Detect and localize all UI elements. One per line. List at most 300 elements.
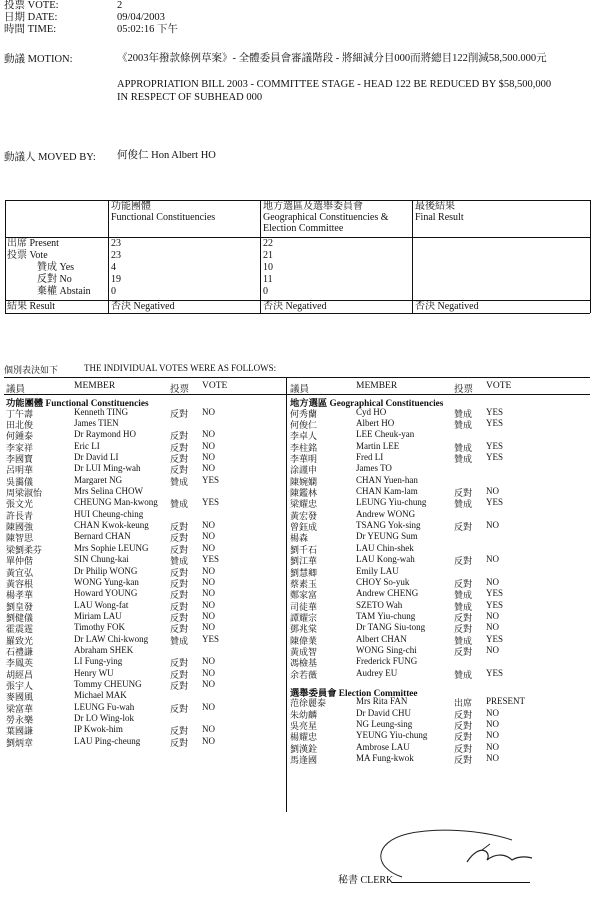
member-name-en: CHAN Kwok-keung — [74, 520, 149, 531]
member-name-cn: 陳國強 — [6, 522, 34, 533]
gc-column-header-cn: 地方選區及選舉委員會 — [263, 201, 363, 212]
member-row — [290, 708, 590, 719]
vote-cn-header-right: 投票 — [454, 385, 474, 395]
member-name-en: LEE Cheuk-yan — [356, 429, 415, 440]
member-vote-en: NO — [202, 452, 215, 463]
member-vote-cn: 贊成 — [170, 635, 189, 646]
final-result: 否決 Negatived — [415, 301, 479, 312]
member-row — [6, 452, 282, 463]
member-vote-en: NO — [202, 656, 215, 667]
member-vote-en: NO — [202, 599, 215, 610]
member-name-en: Cyd HO — [356, 406, 387, 417]
member-name-en: LEUNG Yiu-chung — [356, 497, 427, 508]
member-row — [290, 577, 590, 588]
member-vote-cn: 反對 — [170, 590, 189, 601]
member-name-en: Ambrose LAU — [356, 741, 410, 752]
member-name-cn: 麥國風 — [6, 692, 34, 703]
member-vote-en: NO — [202, 542, 215, 553]
vote-number-label: 投票 VOTE: — [4, 0, 59, 11]
member-row — [6, 486, 282, 497]
member-name-en: Mrs Rita FAN — [356, 696, 408, 707]
member-row — [290, 753, 590, 764]
member-vote-cn: 反對 — [170, 567, 189, 578]
member-vote-en: YES — [202, 474, 220, 485]
member-vote-en: YES — [486, 599, 504, 610]
member-name-en: Howard YOUNG — [74, 588, 138, 599]
member-name-en: Kenneth TING — [74, 406, 129, 417]
member-vote-en: NO — [202, 701, 215, 712]
fc-vote: 23 — [111, 250, 121, 261]
individual-votes-intro-cn: 個別表決如下 — [4, 365, 59, 375]
member-name-en: WONG Yung-kan — [74, 576, 139, 587]
final-column-header-cn: 最後結果 — [415, 201, 455, 212]
member-row — [6, 429, 282, 440]
member-row — [290, 742, 590, 753]
member-vote-cn: 反對 — [170, 703, 189, 714]
member-vote-en: NO — [202, 610, 215, 621]
motion-label: 動議 MOTION: — [4, 54, 73, 65]
member-vote-cn: 贊成 — [454, 590, 473, 601]
member-name-cn: 單仲偕 — [6, 556, 34, 567]
member-vote-cn: 贊成 — [170, 476, 189, 487]
member-row — [6, 407, 282, 418]
member-vote-cn: 反對 — [454, 556, 473, 567]
member-name-en: Dr Raymond HO — [74, 429, 136, 440]
member-row — [6, 736, 282, 747]
moved-by-label: 動議人 MOVED BY: — [4, 152, 96, 163]
member-name-cn: 李國寶 — [6, 454, 34, 465]
member-name-cn: 胡經昌 — [6, 669, 34, 680]
fc-result: 否決 Negatived — [111, 301, 175, 312]
member-name-cn: 梁劉柔芬 — [6, 544, 43, 555]
member-row — [6, 634, 282, 645]
member-row — [290, 441, 590, 452]
member-name-en: Frederick FUNG — [356, 656, 418, 667]
member-vote-cn: 贊成 — [454, 635, 473, 646]
member-name-cn: 馬逢國 — [290, 755, 318, 765]
member-name-cn: 李華明 — [290, 454, 318, 465]
member-name-cn: 涂謹申 — [290, 465, 318, 476]
member-vote-en: YES — [486, 418, 504, 429]
member-vote-en: NO — [202, 565, 215, 576]
member-name-en: Dr LUI Ming-wah — [74, 463, 141, 474]
member-vote-cn: 反對 — [170, 533, 189, 544]
member-name-en: Eric LI — [74, 440, 100, 451]
member-row — [6, 475, 282, 486]
member-row — [290, 656, 590, 667]
gc-vote: 21 — [263, 250, 273, 261]
member-row — [6, 588, 282, 599]
yes-label: 贊成 Yes — [37, 262, 75, 273]
member-row — [6, 463, 282, 474]
member-name-en: WONG Sing-chi — [356, 644, 417, 655]
member-name-en: James TIEN — [74, 418, 119, 429]
member-name-cn: 吳亮星 — [290, 720, 318, 731]
vote-label: 投票 Vote — [7, 250, 48, 261]
member-row — [290, 407, 590, 418]
member-name-cn: 陳智思 — [6, 533, 34, 544]
member-name-cn: 周梁淑怡 — [6, 488, 43, 499]
mover-name: 何俊仁 Hon Albert HO — [117, 150, 216, 161]
gc-section-title: 地方選區 Geographical Constituencies — [290, 399, 444, 410]
gc-column-header-en2: Election Committee — [263, 223, 344, 234]
member-vote-cn: 反對 — [454, 732, 473, 743]
member-name-en: CHAN Yuen-han — [356, 474, 418, 485]
column-header-row — [6, 381, 282, 395]
member-row — [290, 509, 590, 520]
fc-present: 23 — [111, 238, 121, 249]
member-name-en: HUI Cheung-ching — [74, 508, 144, 519]
member-vote-cn: 反對 — [454, 709, 473, 720]
member-name-en: James TO — [356, 463, 392, 474]
member-name-en: Dr David CHU — [356, 707, 411, 718]
member-name-en: Mrs Sophie LEUNG — [74, 542, 149, 553]
member-vote-en: NO — [202, 440, 215, 451]
member-name-cn: 司徒華 — [290, 601, 318, 612]
member-vote-en: NO — [202, 531, 215, 542]
fc-no: 19 — [111, 274, 121, 285]
member-name-cn: 范徐麗泰 — [290, 698, 327, 709]
member-cn-header-right: 議員 — [290, 385, 310, 395]
member-name-cn: 呂明華 — [6, 465, 34, 476]
member-row — [290, 588, 590, 599]
member-row — [6, 520, 282, 531]
member-vote-cn: 贊成 — [170, 499, 189, 510]
member-vote-cn: 反對 — [170, 522, 189, 533]
member-vote-cn: 反對 — [170, 578, 189, 589]
member-name-cn: 陳偉業 — [290, 635, 318, 646]
member-vote-en: NO — [486, 622, 499, 633]
date-value: 09/04/2003 — [117, 12, 165, 23]
member-name-en: CHOY So-yuk — [356, 576, 410, 587]
member-name-en: CHAN Kam-lam — [356, 486, 418, 497]
member-cn-header: 議員 — [6, 385, 26, 395]
fc-column-header-cn: 功能團體 — [111, 201, 151, 212]
member-vote-cn: 贊成 — [454, 499, 473, 510]
member-name-en: LAU Kong-wah — [356, 554, 415, 565]
member-en-header: MEMBER — [74, 381, 116, 391]
gc-result: 否決 Negatived — [263, 301, 327, 312]
member-vote-cn: 反對 — [454, 522, 473, 533]
gc-no: 11 — [263, 274, 273, 285]
member-vote-cn: 反對 — [170, 658, 189, 669]
member-row — [6, 531, 282, 542]
member-vote-cn: 出席 — [454, 698, 473, 709]
member-name-cn: 劉健儀 — [6, 612, 34, 623]
member-name-cn: 余若薇 — [290, 669, 318, 680]
ec-section-title: 選舉委員會 Election Committee — [290, 688, 418, 699]
member-name-en: Abraham SHEK — [74, 644, 134, 655]
member-row — [290, 429, 590, 440]
member-name-cn: 劉皇發 — [6, 601, 34, 612]
member-name-cn: 曾鈺成 — [290, 522, 318, 533]
member-name-cn: 許長青 — [6, 510, 34, 521]
member-name-cn: 何秀蘭 — [290, 408, 318, 419]
member-vote-en: NO — [202, 588, 215, 599]
member-row — [290, 611, 590, 622]
member-name-cn: 李柱銘 — [290, 442, 318, 453]
member-name-cn: 何俊仁 — [290, 420, 318, 431]
member-row — [290, 418, 590, 429]
member-row — [290, 531, 590, 542]
gc-yes: 10 — [263, 262, 273, 273]
member-vote-en: NO — [486, 610, 499, 621]
fc-abstain: 0 — [111, 286, 116, 297]
member-row — [6, 679, 282, 690]
member-vote-cn: 贊成 — [454, 442, 473, 453]
member-row — [290, 566, 590, 577]
member-vote-en: YES — [486, 497, 504, 508]
member-vote-en: YES — [486, 667, 504, 678]
member-vote-cn: 反對 — [454, 743, 473, 754]
member-vote-en: NO — [202, 735, 215, 746]
member-vote-cn: 反對 — [454, 720, 473, 731]
vote-en-header: VOTE — [202, 381, 228, 391]
member-vote-cn: 反對 — [170, 669, 189, 680]
member-name-en: Dr TANG Siu-tong — [356, 622, 426, 633]
member-name-en: TSANG Yok-sing — [356, 520, 421, 531]
member-vote-cn: 反對 — [170, 601, 189, 612]
member-row — [6, 702, 282, 713]
member-row — [6, 418, 282, 429]
member-name-en: Dr LO Wing-lok — [74, 712, 134, 723]
member-name-en: Andrew WONG — [356, 508, 416, 519]
date-label: 日期 DATE: — [4, 12, 58, 23]
member-name-cn: 黃容根 — [6, 578, 34, 589]
member-name-cn: 田北俊 — [6, 420, 34, 431]
member-name-en: Andrew CHENG — [356, 588, 419, 599]
member-row — [6, 577, 282, 588]
member-name-en: Martin LEE — [356, 440, 400, 451]
member-vote-en: YES — [202, 633, 220, 644]
member-name-cn: 梁富華 — [6, 703, 34, 714]
member-vote-cn: 反對 — [170, 680, 189, 691]
member-name-en: Dr LAW Chi-kwong — [74, 633, 149, 644]
member-vote-en: NO — [202, 406, 215, 417]
member-name-cn: 李卓人 — [290, 431, 318, 442]
member-vote-cn: 反對 — [454, 755, 473, 765]
member-name-en: Miriam LAU — [74, 610, 122, 621]
member-vote-cn: 贊成 — [454, 669, 473, 680]
member-name-cn: 何鍾泰 — [6, 431, 34, 442]
member-vote-cn: 反對 — [170, 408, 189, 419]
member-vote-en: NO — [486, 644, 499, 655]
member-name-cn: 張文光 — [6, 499, 34, 510]
gc-abstain: 0 — [263, 286, 268, 297]
member-vote-cn: 贊成 — [170, 556, 189, 567]
member-name-en: MA Fung-kwok — [356, 753, 414, 763]
time-value: 05:02:16 下午 — [117, 24, 178, 35]
member-name-en: LAU Chin-shek — [356, 542, 414, 553]
member-en-header-right: MEMBER — [356, 381, 398, 391]
member-row — [6, 611, 282, 622]
member-vote-en: NO — [486, 576, 499, 587]
member-vote-en: NO — [202, 576, 215, 587]
member-name-cn: 陳婉嫻 — [290, 476, 318, 487]
member-name-cn: 劉千石 — [290, 544, 318, 555]
member-vote-en: NO — [202, 678, 215, 689]
member-vote-cn: 反對 — [170, 465, 189, 476]
member-name-en: Tommy CHEUNG — [74, 678, 142, 689]
member-row — [6, 509, 282, 520]
fc-vote-list — [6, 381, 282, 747]
gc-column-header-en: Geographical Constituencies & — [263, 212, 389, 223]
member-row — [290, 463, 590, 474]
member-name-cn: 黃宜弘 — [6, 567, 34, 578]
clerk-signature — [362, 822, 542, 892]
member-name-cn: 楊耀忠 — [290, 732, 318, 743]
member-name-en: SIN Chung-kai — [74, 554, 129, 565]
member-name-cn: 石禮謙 — [6, 646, 34, 657]
member-row — [6, 554, 282, 565]
member-name-cn: 劉江華 — [290, 556, 318, 567]
member-vote-en: PRESENT — [486, 696, 526, 707]
member-vote-en: NO — [486, 753, 499, 763]
member-name-cn: 李鳳英 — [6, 658, 34, 669]
member-row — [6, 645, 282, 656]
member-name-en: Margaret NG — [74, 474, 123, 485]
member-vote-en: NO — [202, 724, 215, 735]
member-name-en: Albert HO — [356, 418, 395, 429]
clerk-label: 秘書 CLERK — [338, 875, 394, 886]
abstain-label: 棄權 Abstain — [37, 286, 91, 297]
result-label: 結果 Result — [7, 301, 56, 312]
member-name-cn: 朱幼麟 — [290, 709, 318, 720]
member-vote-en: NO — [202, 429, 215, 440]
member-name-en: YEUNG Yiu-chung — [356, 730, 428, 741]
individual-votes-intro-en: THE INDIVIDUAL VOTES WERE AS FOLLOWS: — [84, 363, 277, 373]
member-vote-en: NO — [202, 667, 215, 678]
member-row — [290, 719, 590, 730]
member-name-cn: 張宇人 — [6, 680, 34, 691]
member-name-en: Dr David LI — [74, 452, 119, 463]
member-row — [290, 452, 590, 463]
member-vote-en: NO — [486, 730, 499, 741]
member-vote-cn: 反對 — [170, 737, 189, 748]
member-row — [6, 668, 282, 679]
member-vote-en: YES — [486, 588, 504, 599]
member-row — [290, 486, 590, 497]
member-row — [6, 543, 282, 554]
member-vote-en: NO — [202, 463, 215, 474]
member-name-cn: 楊森 — [290, 533, 309, 544]
member-name-en: LAU Wong-fat — [74, 599, 129, 610]
member-vote-cn: 反對 — [170, 431, 189, 442]
member-row — [6, 497, 282, 508]
member-name-cn: 羅致光 — [6, 635, 34, 646]
member-row — [6, 566, 282, 577]
member-vote-cn: 反對 — [170, 726, 189, 737]
member-row — [6, 713, 282, 724]
member-row — [6, 600, 282, 611]
member-vote-en: NO — [202, 622, 215, 633]
member-vote-en: NO — [486, 741, 499, 752]
member-name-cn: 吳靄儀 — [6, 476, 34, 487]
member-name-cn: 鄧兆棠 — [290, 624, 318, 635]
member-name-en: Emily LAU — [356, 565, 399, 576]
member-name-en: NG Leung-sing — [356, 718, 413, 729]
member-name-cn: 葉國謙 — [6, 726, 34, 737]
member-vote-cn: 反對 — [170, 454, 189, 465]
member-vote-en: NO — [486, 554, 499, 565]
no-label: 反對 No — [37, 274, 72, 285]
member-name-en: Mrs Selina CHOW — [74, 486, 143, 497]
member-name-en: LAU Ping-cheung — [74, 735, 141, 746]
member-vote-en: YES — [202, 497, 220, 508]
member-row — [6, 441, 282, 452]
member-name-cn: 陳鑑林 — [290, 488, 318, 499]
present-label: 出席 Present — [7, 238, 59, 249]
fc-yes: 4 — [111, 262, 116, 273]
member-name-cn: 黃宏發 — [290, 510, 318, 521]
member-name-cn: 譚耀宗 — [290, 612, 318, 623]
vote-number-value: 2 — [117, 0, 123, 11]
vote-cn-header: 投票 — [170, 385, 190, 395]
member-vote-cn: 反對 — [170, 612, 189, 623]
member-vote-cn: 反對 — [454, 624, 473, 635]
member-vote-en: YES — [486, 452, 504, 463]
member-name-cn: 劉漢銓 — [290, 743, 318, 754]
final-column-header-en: Final Result — [415, 212, 464, 223]
member-name-cn: 黃成智 — [290, 646, 318, 657]
member-name-cn: 丁午壽 — [6, 408, 34, 419]
member-row — [290, 668, 590, 679]
member-vote-cn: 贊成 — [454, 408, 473, 419]
member-row — [290, 497, 590, 508]
member-name-en: SZETO Wah — [356, 599, 403, 610]
member-name-en: CHEUNG Man-kwong — [74, 497, 158, 508]
member-name-en: TAM Yiu-chung — [356, 610, 416, 621]
member-name-en: Dr YEUNG Sum — [356, 531, 418, 542]
member-vote-en: YES — [202, 554, 220, 565]
motion-text-chinese: 《2003年撥款條例草案》- 全體委員會審議階段 - 將細減分目000而將總目122削減58,500.000元 — [117, 53, 547, 64]
time-label: 時間 TIME: — [4, 24, 57, 35]
member-vote-cn: 贊成 — [454, 601, 473, 612]
member-name-en: IP Kwok-him — [74, 724, 123, 735]
member-name-cn: 劉慧卿 — [290, 567, 318, 578]
member-name-cn: 勞永樂 — [6, 714, 34, 725]
member-vote-cn: 贊成 — [454, 454, 473, 465]
member-name-cn: 劉炳章 — [6, 737, 34, 748]
member-row — [6, 724, 282, 735]
member-vote-en: NO — [202, 520, 215, 531]
member-vote-en: NO — [486, 520, 499, 531]
member-row — [290, 645, 590, 656]
member-name-en: LI Fung-ying — [74, 656, 123, 667]
column-header-row-right — [290, 381, 590, 395]
gc-present: 22 — [263, 238, 273, 249]
member-row — [290, 600, 590, 611]
member-row — [290, 696, 590, 707]
member-vote-en: NO — [486, 486, 499, 497]
member-vote-en: YES — [486, 440, 504, 451]
results-table — [5, 200, 590, 313]
member-name-cn: 楊孝華 — [6, 590, 34, 601]
member-name-en: Bernard CHAN — [74, 531, 131, 542]
member-vote-cn: 反對 — [170, 544, 189, 555]
member-row — [290, 634, 590, 645]
member-row — [290, 475, 590, 486]
fc-section-title: 功能團體 Functional Constituencies — [6, 399, 149, 410]
member-name-en: Audrey EU — [356, 667, 398, 678]
member-name-cn: 梁耀忠 — [290, 499, 318, 510]
member-name-cn: 鄭家富 — [290, 590, 318, 601]
member-name-cn: 霍震霆 — [6, 624, 34, 635]
member-vote-cn: 贊成 — [454, 420, 473, 431]
member-row — [290, 543, 590, 554]
member-name-en: LEUNG Fu-wah — [74, 701, 135, 712]
member-row — [290, 622, 590, 633]
